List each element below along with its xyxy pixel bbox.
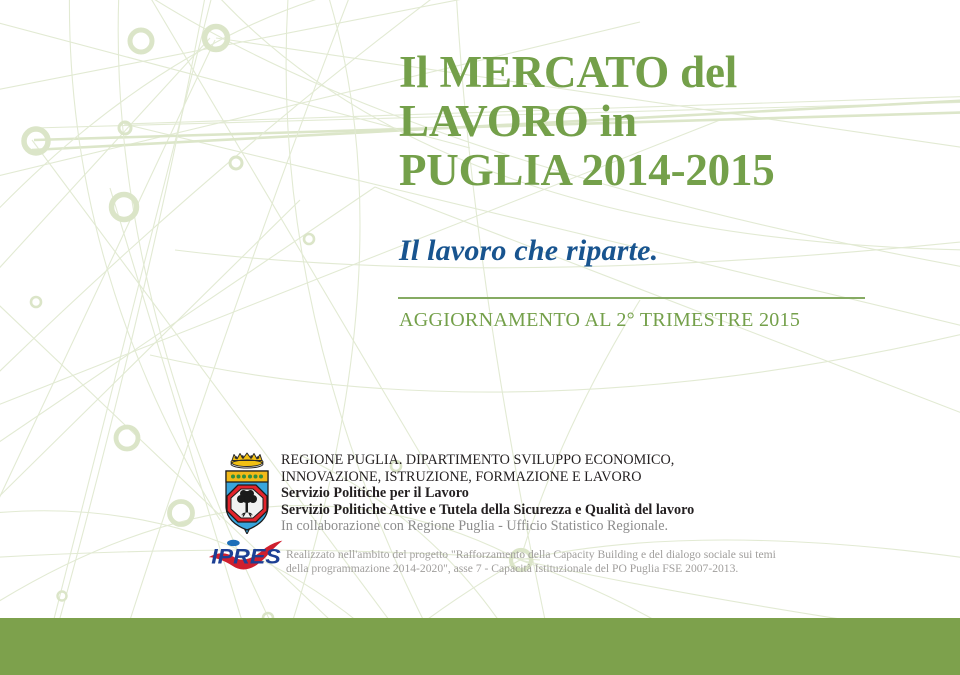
title-line-3: PUGLIA 2014-2015: [399, 145, 775, 195]
org-line-1: REGIONE PUGLIA. DIPARTIMENTO SVILUPPO ECONOMICO,: [281, 452, 675, 468]
credits-block: [211, 452, 916, 575]
page-title: [399, 48, 919, 195]
title-divider: [398, 297, 865, 299]
bottom-green-band: [0, 618, 960, 675]
ipres-credit-row: [211, 539, 916, 575]
ipres-wordmark: IPRES: [211, 544, 281, 569]
update-label: AGGIORNAMENTO AL 2° TRIMESTRE 2015: [399, 309, 801, 331]
regione-logo-slot: [216, 452, 278, 534]
project-line-1: Realizzato nell'ambito del progetto "Rafforzamento della Capacity Building e del dialogo sociale sui temi: [286, 548, 776, 562]
ipres-logo-icon: [206, 539, 286, 573]
ipres-logo-slot: [206, 539, 286, 573]
regione-puglia-coat-of-arms-icon: [221, 452, 273, 534]
org-line-3: Servizio Politiche per il Lavoro: [281, 485, 469, 502]
org-line-2: INNOVAZIONE, ISTRUZIONE, FORMAZIONE E LAVORO: [281, 468, 642, 485]
org-line-4: Servizio Politiche Attive e Tutela della Sicurezza e Qualità del lavoro: [281, 501, 695, 518]
regione-credit-text: [278, 452, 694, 535]
title-line-1: Il MERCATO del: [399, 47, 738, 97]
org-line-5: In collaborazione con Regione Puglia - Ufficio Statistico Regionale.: [281, 518, 669, 535]
ipres-credit-text: [286, 539, 776, 575]
title-line-2: LAVORO in: [399, 96, 637, 146]
project-line-2: della programmazione 2014-2020", asse 7 - Capacità Istituzionale del PO Puglia FSE 2007-2013.: [286, 561, 739, 575]
regione-credit-row: [216, 452, 916, 535]
subtitle: Il lavoro che riparte.: [399, 234, 659, 267]
